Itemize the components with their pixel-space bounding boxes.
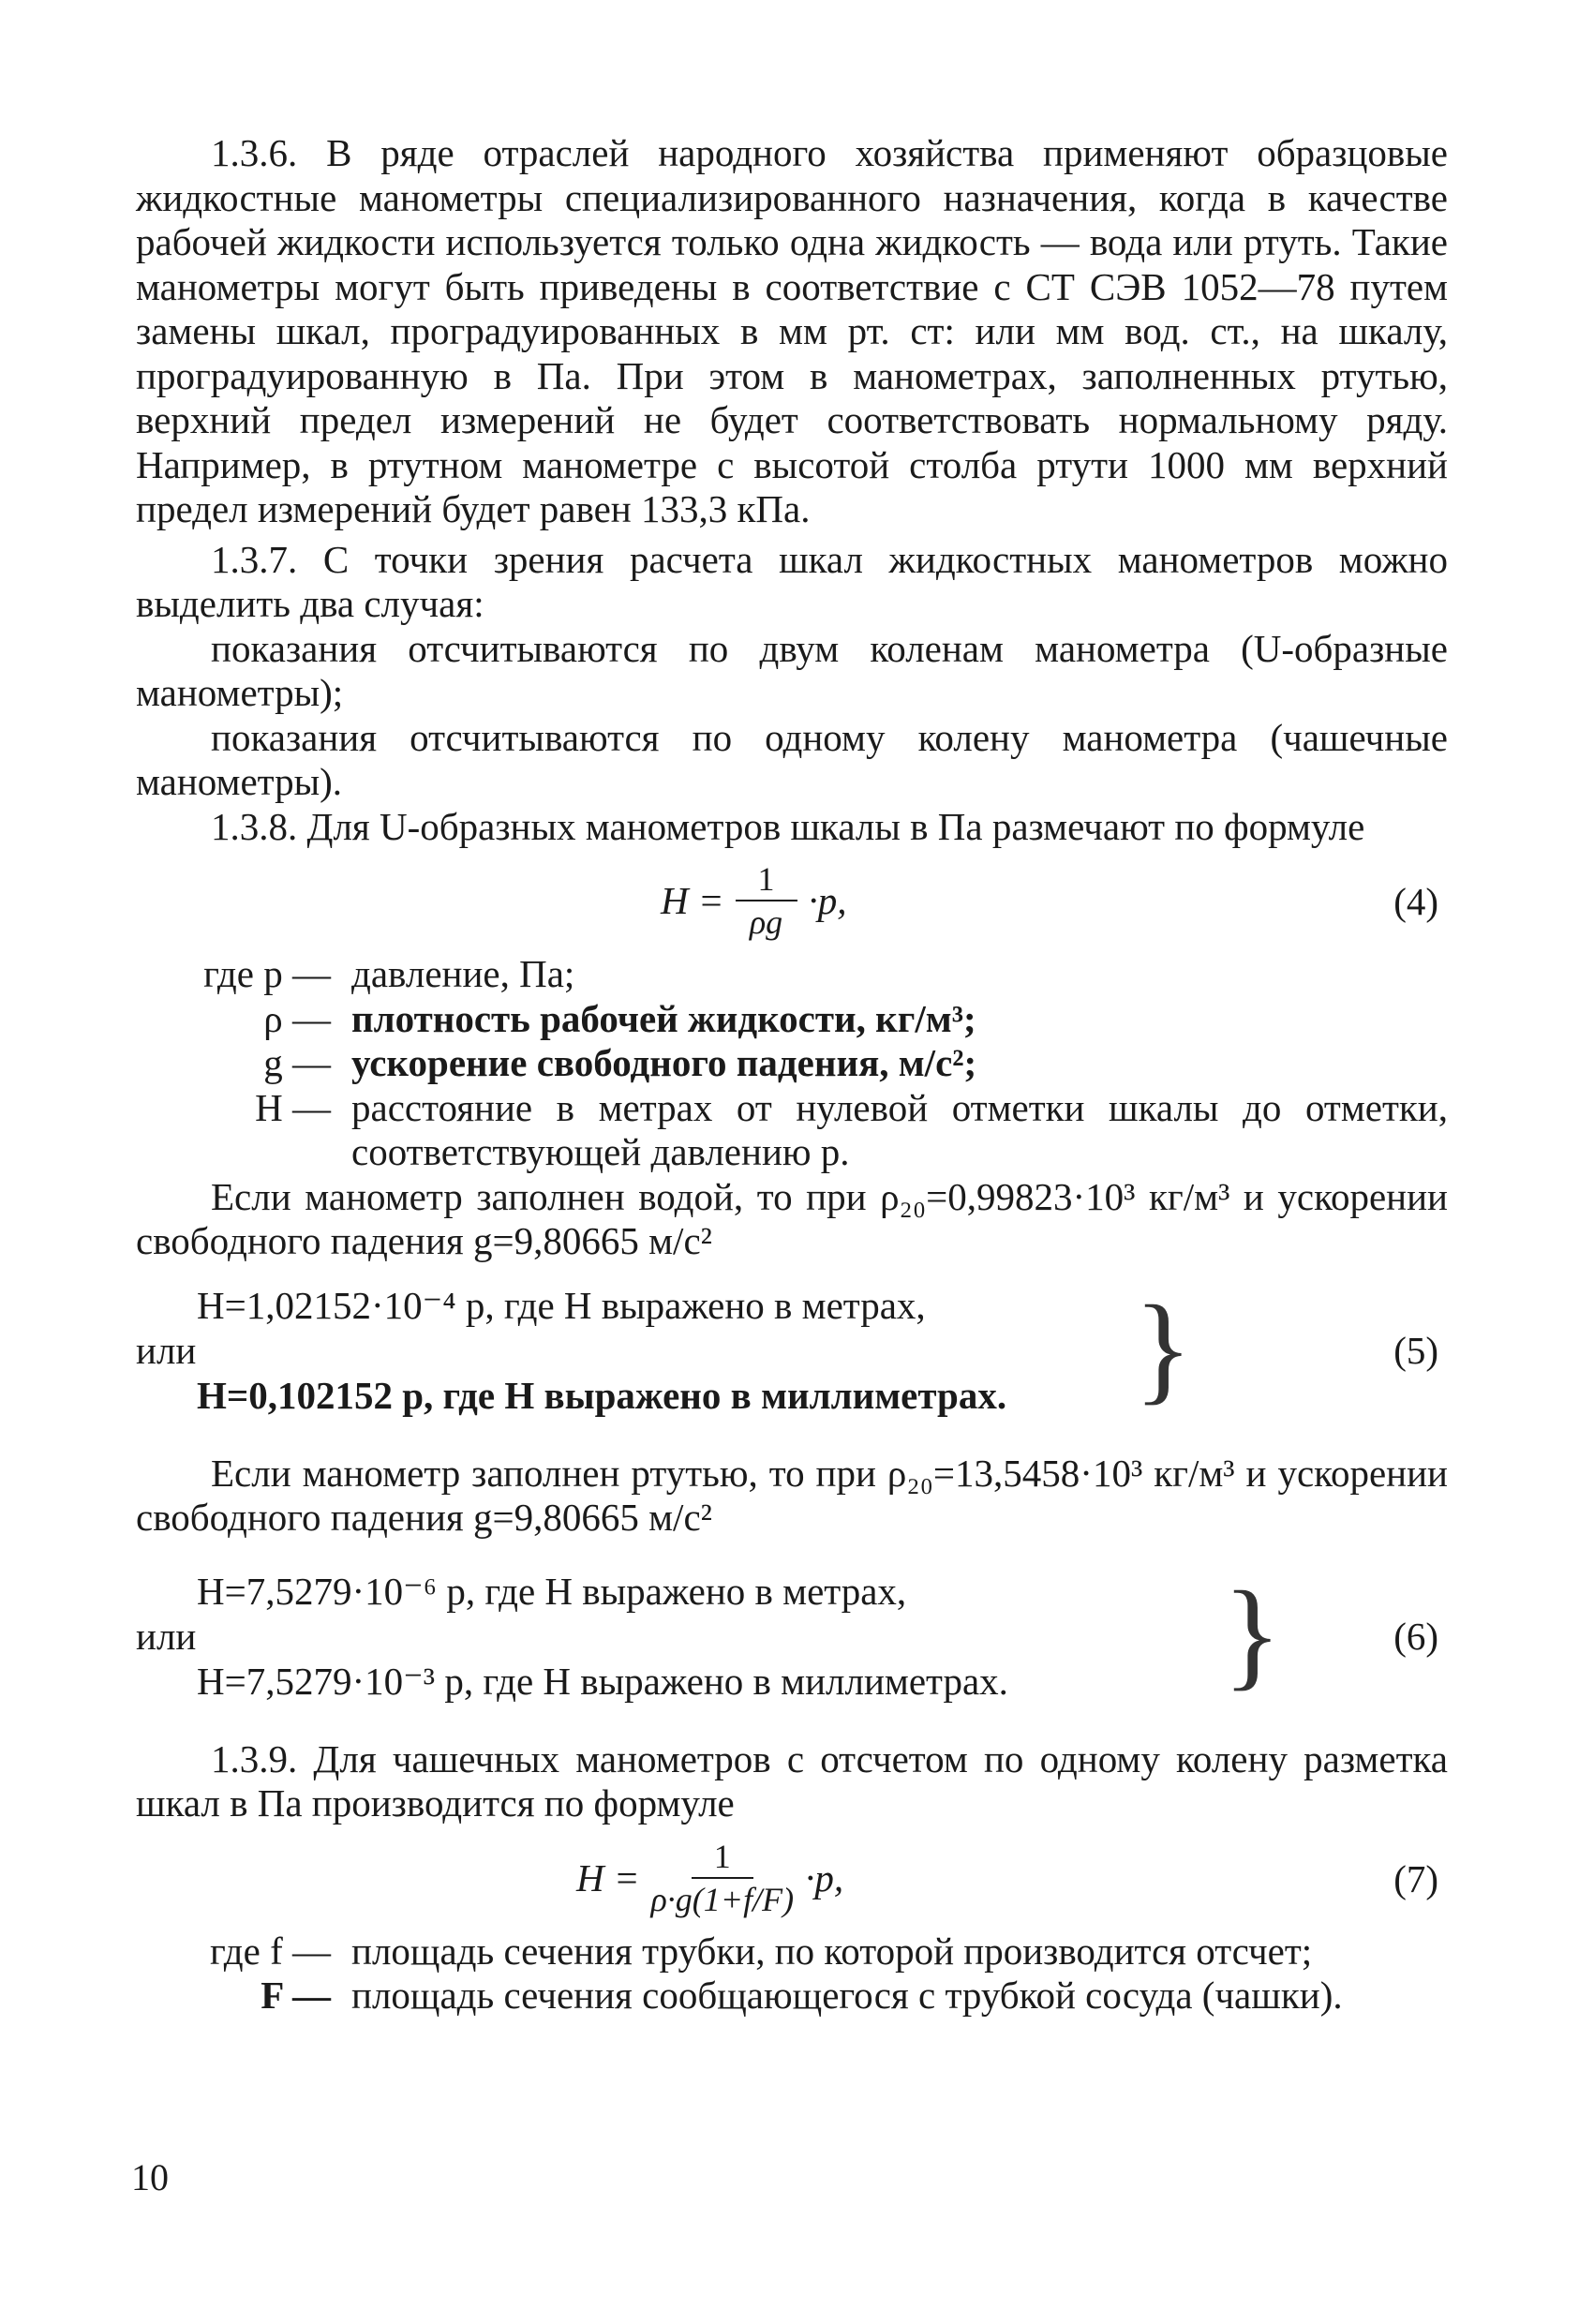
paragraph-1-3-9: 1.3.9. Для чашечных манометров с отсчетом по одному колену разметка шкал в Па производится по формуле — [136, 1736, 1448, 1825]
formula-4-lhs: H = — [661, 879, 724, 922]
equation-number-5: (5) — [1393, 1328, 1438, 1372]
mercury-condition: Если манометр заполнен ртутью, то при ρ₂₀=13,5458·10³ кг/м³ и ускорении свободного падения g=9,80665 м/с² — [136, 1451, 1448, 1539]
equation-number-7: (7) — [1393, 1856, 1438, 1900]
legend-text: площадь сечения трубки, по которой производится отсчет; — [351, 1929, 1313, 1973]
case-cup: показания отсчитываются по одному колену манометра (чашечные манометры). — [136, 715, 1448, 803]
formula-4-numerator: 1 — [736, 858, 797, 901]
formula-5-or: или — [136, 1328, 197, 1372]
legend-symbol: g — — [263, 1041, 331, 1084]
paragraph-1-3-7: 1.3.7. С точки зрения расчета шкал жидкостных манометров можно выделить два случая: — [136, 537, 1448, 625]
legend-text: ускорение свободного падения, м/с²; — [351, 1041, 977, 1084]
formula-7-numerator: 1 — [692, 1836, 753, 1879]
paragraph-1-3-8: 1.3.8. Для U-образных манометров шкалы в Па размечают по формуле — [211, 804, 1365, 848]
legend-symbol: H — — [255, 1085, 331, 1129]
formula-4-fraction — [736, 858, 797, 943]
formula-5 — [136, 1280, 1448, 1433]
page-number: 10 — [131, 2156, 169, 2198]
formula-4 — [136, 849, 1448, 952]
legend-text: давление, Па; — [351, 952, 575, 995]
legend-symbol: F — — [261, 1974, 331, 2017]
formula-7-rhs: ·p, — [805, 1855, 844, 1899]
formula-6-brace: } — [1223, 1566, 1282, 1702]
equation-number-4: (4) — [1393, 880, 1438, 923]
legend-formula-4 — [136, 952, 1448, 1175]
formula-7 — [136, 1826, 1448, 1929]
formula-7-denominator: ρ·g(1+f/F) — [650, 1880, 795, 1918]
formula-6-line-2: H=7,5279·10⁻³ p, где H выражено в миллиметрах. — [197, 1659, 1008, 1703]
formula-7-lhs: H = — [576, 1855, 640, 1899]
formula-6-or: или — [136, 1614, 197, 1658]
formula-4-expression — [661, 849, 847, 952]
formula-5-line-2: H=0,102152 p, где H выражено в миллиметрах. — [197, 1373, 1007, 1417]
formula-5-brace: } — [1134, 1280, 1193, 1416]
formula-5-line-1: H=1,02152·10⁻⁴ p, где H выражено в метрах, — [197, 1283, 926, 1327]
legend-symbol: ρ — — [263, 996, 331, 1040]
legend-text: площадь сечения сообщающегося с трубкой сосуда (чашки). — [351, 1974, 1343, 2017]
legend-formula-7 — [136, 1929, 1448, 2019]
paragraph-1-3-6: 1.3.6. В ряде отраслей народного хозяйства применяют образцовые жидкостные манометры специализированного назначения, когда в качестве рабочей жидкости используется только одна жидкость — вода или ртуть. Такие манометры могут быть приведены в соответствие с СТ СЭВ 1052—78 путем замены шкал, проградуированных в мм рт. ст: или мм вод. ст., на шкалу, проградуированную в Па. При этом в манометрах, заполненных ртутью, верхний предел измерений не будет соответствовать нормальному ряду. Например, в ртутном манометре с высотой столба ртути 1000 мм верхний предел измерений будет равен 133,3 кПа. — [136, 131, 1448, 530]
formula-4-rhs: ·p, — [808, 879, 847, 922]
formula-7-expression — [576, 1826, 843, 1929]
equation-number-6: (6) — [1393, 1614, 1438, 1658]
legend-symbol: где p — — [203, 952, 331, 995]
legend-text: расстояние в метрах от нулевой отметки шкалы до отметки, соответствующей давлению p. — [351, 1085, 1448, 1173]
formula-6 — [136, 1566, 1448, 1719]
page-body — [136, 131, 1448, 2019]
formula-6-line-1: H=7,5279·10⁻⁶ p, где H выражено в метрах, — [197, 1569, 907, 1613]
legend-symbol: где f — — [210, 1929, 331, 1973]
formula-4-denominator: ρg — [749, 903, 783, 941]
legend-text: плотность рабочей жидкости, кг/м³; — [351, 996, 976, 1040]
case-u-tube: показания отсчитываются по двум коленам манометра (U-образные манометры); — [136, 626, 1448, 714]
water-condition: Если манометр заполнен водой, то при ρ₂₀=0,99823·10³ кг/м³ и ускорении свободного падения g=9,80665 м/с² — [136, 1174, 1448, 1262]
formula-7-fraction — [651, 1836, 795, 1920]
